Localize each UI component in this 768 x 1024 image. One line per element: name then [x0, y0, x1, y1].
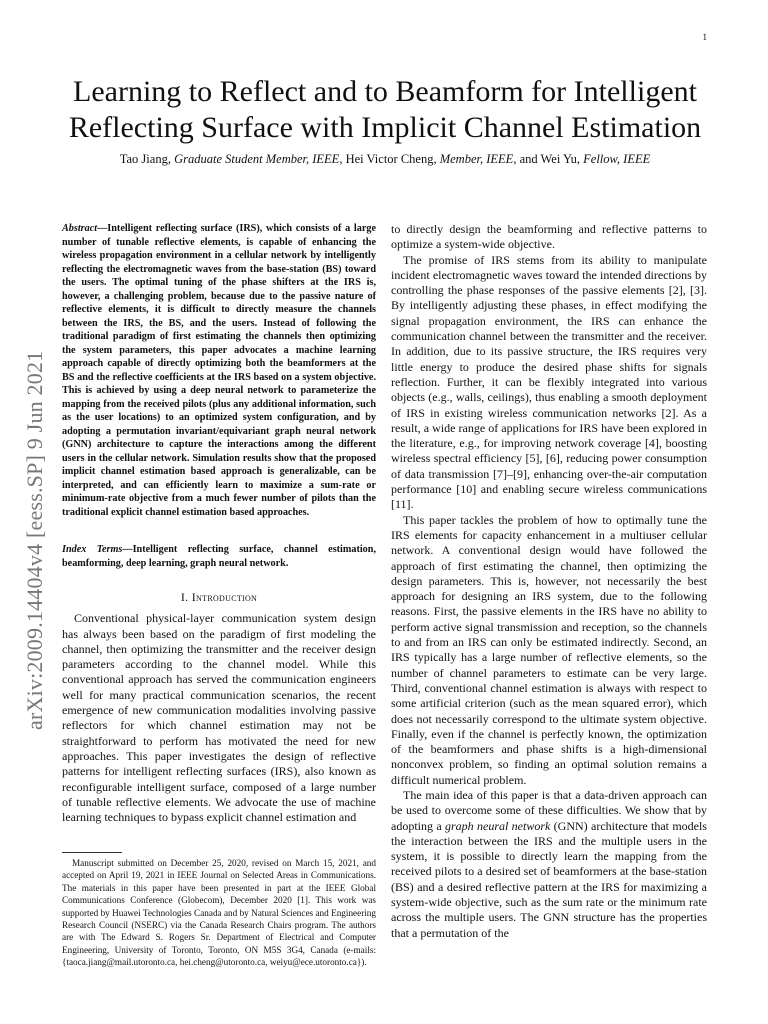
author-list — [40, 152, 730, 167]
abstract — [62, 222, 376, 519]
index-terms — [62, 543, 376, 570]
paragraph-problem: This paper tackles the problem of how to optimally tune the IRS elements for capacity enhancement in a multiuser cellular network. A conventional design would have followed the approach of first estimating the channel, then optimizing the design parameters. This is, however, not necessarily the best approach for designing an IRS system, due to the following reasons. First, the passive elements in the IRS have no ability to perform active signal transmission and reception, so the channels to and from an IRS can only be estimated indirectly. Second, an IRS typically has a large number of reflective elements, so the number of channel parameters to estimate can be very large. Third, conventional channel estimation is always with respect to some artificial criterion (such as the mean squared error), which does not necessarily correspond to the ultimate system objective. Finally, even if the channel is perfectly known, the optimization of the beamformers and phase shifts is a high-dimensional nonconvex problem, so finding an optimal solution remains a difficult numerical problem. — [391, 512, 707, 787]
footnote: Manuscript submitted on December 25, 2020, revised on March 15, 2021, and accepted on April 19, 2021 in IEEE Journal on Selected Areas in Communications. The materials in this paper have been presented in part at the IEEE Global Communications Conference (Globecom), December 2020 [1]. This work was supported by Huawei Technologies Canada and by Natural Sciences and Engineering Research Council (NSERC) via the Canada Research Chairs program. The authors are with The Edward S. Rogers Sr. Department of Electrical and Computer Engineering, University of Toronto, Toronto, ON M5S 3G4, Canada (e-mails: {taoca.jiang@mail.utoronto.ca, hei.cheng@utoronto.ca, weiyu@ece.utoronto.ca}). — [62, 858, 376, 968]
section-numeral: I. — [180, 590, 192, 604]
author-2-name: , Hei Victor Cheng, — [339, 152, 440, 166]
main-idea-emphasis: graph neural network — [445, 818, 551, 833]
main-idea-text-b: (GNN) architecture that models the interaction between the IRS and the multiple users in the system, it is possible to directly learn the mapping from the received pilots to a desired set of beamformers at the base-station (BS) and a desired reflective pattern at the IRS for maximizing a system-wide objective, such as the sum rate or the minimum rate across the multiple users. The GNN structure has the properties that a permutation of the — [391, 818, 707, 940]
paragraph-irs-promise: The promise of IRS stems from its ability to manipulate incident electromagnetic waves toward the intended directions by controlling the phase responses of the passive elements [2], [3]. By intelligently adjusting these phases, in effect modifying the signal propagation environment, the IRS can enhance the communication channel between the transmitter and the receiver. In addition, due to its passive structure, the IRS requires very little energy to produce the desired phase shifts for signals reflection. Further, it can be flexibly integrated into various objects (e.g., walls, ceilings), thus enabling a smooth deployment of IRS in existing wireless communication networks [2]. As a result, a wide range of applications for IRS have been explored in the literature, e.g., for improving network coverage [4], boosting wireless spectral efficiency [5], [6], reducing power consumption of data transmission [7]–[9], enhancing over-the-air computation performance [10] and enabling secure wireless communications [11]. — [391, 252, 707, 512]
right-column — [391, 222, 707, 941]
title-line-1: Learning to Reflect and to Beamform for Intelligent — [73, 75, 697, 108]
abstract-lead: Abstract — [62, 223, 98, 234]
left-column — [62, 222, 376, 825]
author-1-role: Graduate Student Member, IEEE — [174, 152, 340, 166]
title-line-2: Reflecting Surface with Implicit Channel Estimation — [68, 111, 702, 144]
author-3-role: Fellow, IEEE — [583, 152, 651, 166]
footnote-divider — [62, 852, 122, 853]
paper-title — [40, 74, 730, 146]
section-heading-introduction — [62, 590, 376, 605]
abstract-text: —Intelligent reflecting surface (IRS), which consists of a large number of tunable reflective elements, is capable of enhancing the wireless propagation environment in a cellular network by intelligently reflecting the electromagnetic waves from the base-station (BS) toward the users. The optimal tuning of the phase shifters at the IRS is, however, a challenging problem, because due to the passive nature of reflective elements, it is difficult to directly measure the channels between the IRS, the BS, and the users. Instead of following the traditional paradigm of first estimating the channels then optimizing the system parameters, this paper advocates a machine learning approach capable of directly optimizing both the beamformers at the BS and the reflective coefficients at the IRS based on a system objective. This is achieved by using a deep neural network to parameterize the mapping from the received pilots (plus any additional information, such as the user locations) to an optimized system configuration, and by adopting a permutation invariant/equivariant graph neural network (GNN) architecture to capture the interactions among the different users in the cellular network. Simulation results show that the proposed implicit channel estimation based approach is generalizable, can be interpreted, and can efficiently learn to maximize a sum-rate or minimum-rate objective from a much fewer number of pilots than the traditional explicit channel estimation based approaches. — [62, 223, 376, 518]
arxiv-identifier: arXiv:2009.14404v4 [eess.SP] 9 Jun 2021 — [22, 350, 47, 730]
author-1-name: Tao Jiang, — [119, 152, 175, 166]
index-terms-text: —Intelligent reflecting surface, channel estimation, beamforming, deep learning, graph neural network. — [62, 544, 376, 569]
paragraph-main-idea — [391, 788, 707, 941]
paragraph-continuation: to directly design the beamforming and reflective patterns to optimize a system-wide objective. — [391, 222, 707, 252]
intro-paragraph: Conventional physical-layer communication system design has always been based on the paradigm of first modeling the channel, then optimizing the transmitter and the receiver design parameters according to the channel model. While this conventional approach has served the communication engineers well for many practical communication scenarios, the recent emergence of new communication modalities involving passive reflectors for which channel estimation may not be straightforward to perform has motivated the need for new approaches. This paper investigates the design of reflective patterns for intelligent reflecting surfaces (IRS), also known as reconfigurable intelligent surface, composed of a large number of tunable reflective elements. We advocate the use of machine learning techniques to bypass explicit channel estimation and — [62, 611, 376, 825]
main-idea-text-a: The main idea of this paper is that a data-driven approach can be used to overcome some of these difficulties. We show that by adopting a — [391, 787, 707, 833]
author-3-name: , and Wei Yu, — [513, 152, 584, 166]
section-name: Introduction — [191, 590, 258, 604]
author-2-role: Member, IEEE — [439, 152, 514, 166]
page-number: 1 — [702, 32, 707, 42]
index-terms-lead: Index Terms — [62, 544, 123, 555]
